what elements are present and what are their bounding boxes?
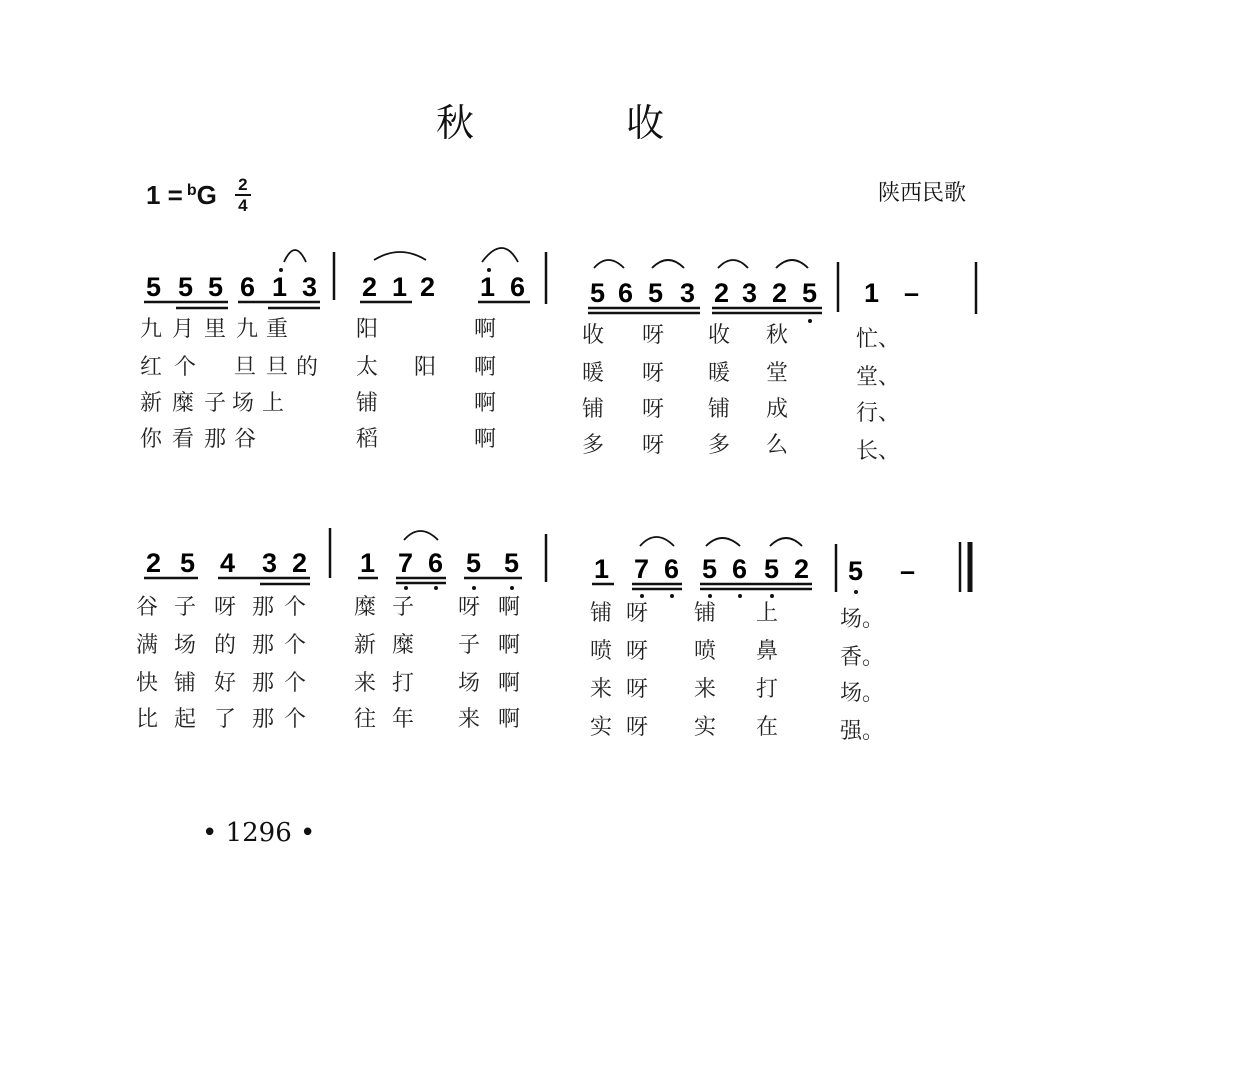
lyric: 呀: [214, 595, 237, 620]
note: 2: [420, 272, 436, 302]
lyric: 铺: [708, 397, 731, 422]
lyric: 个: [284, 671, 307, 696]
lyric: 啊: [498, 633, 521, 658]
note: 2: [794, 554, 810, 584]
key-note: G: [196, 179, 217, 210]
song-origin: 陕西民歌: [878, 181, 967, 206]
line2-lyrics: [136, 595, 884, 744]
lyric: 香。: [840, 645, 885, 670]
note: 5: [466, 548, 482, 578]
lyric: 个: [284, 707, 307, 732]
lyric: 啊: [498, 707, 521, 732]
lyric: 那: [204, 427, 227, 452]
lyric: 喷: [590, 639, 613, 664]
note: 5: [178, 272, 194, 302]
lyric: 长、: [856, 439, 901, 464]
lyric: 场: [174, 633, 197, 658]
note: 5: [802, 278, 818, 308]
lyric: 喷: [694, 639, 717, 664]
lyric: 啊: [498, 595, 521, 620]
lyric: 铺: [694, 601, 717, 626]
lyric: 个: [284, 633, 307, 658]
note: 2: [772, 278, 788, 308]
meter-top: 2: [238, 175, 248, 194]
lyric: 呀: [642, 323, 665, 348]
lyric: 啊: [474, 391, 497, 416]
lyric: 来: [694, 677, 717, 702]
song-title: 秋 收: [435, 101, 735, 145]
note: 6: [618, 278, 634, 308]
lyric: 实: [590, 715, 613, 740]
lyric: 谷: [234, 427, 257, 452]
lyric: 啊: [474, 427, 497, 452]
lyric: 呀: [642, 433, 665, 458]
lyric: 红: [140, 355, 163, 380]
lyric: 那: [252, 671, 275, 696]
lyric: 新: [354, 633, 377, 658]
lyric: 场。: [840, 681, 885, 706]
lyric: 那: [252, 595, 275, 620]
lyric: 那: [252, 633, 275, 658]
lyric: 秋: [766, 323, 789, 348]
lyric: 个: [284, 595, 307, 620]
note: 1: [392, 272, 408, 302]
meter-bottom: 4: [238, 196, 248, 215]
key-prefix: 1 =: [146, 179, 183, 210]
lyric: 子: [204, 391, 227, 416]
lyric: 子: [174, 595, 197, 620]
note: 2: [362, 272, 378, 302]
lyric: 铺: [356, 391, 379, 416]
note: 1: [272, 272, 288, 302]
note: 5: [180, 548, 196, 578]
lyric: 来: [590, 677, 613, 702]
lyric: 多: [708, 433, 731, 458]
lyric: 旦: [266, 355, 289, 380]
lyric: 来: [458, 707, 481, 732]
note: 2: [292, 548, 308, 578]
lyric: 强。: [840, 719, 885, 744]
lyric: 好: [214, 671, 237, 696]
lyric: 呀: [626, 715, 649, 740]
lyric: 啊: [474, 317, 497, 342]
note: 3: [742, 278, 758, 308]
lyric: 收: [582, 323, 605, 348]
note: 6: [510, 272, 526, 302]
lyric: 糜: [354, 595, 377, 620]
note: 5: [504, 548, 520, 578]
lyric: 实: [694, 715, 717, 740]
note: –: [900, 556, 916, 586]
lyric: 场: [458, 671, 481, 696]
lyric: 看: [172, 427, 195, 452]
lyric: 场: [232, 391, 255, 416]
lyric: 的: [214, 633, 237, 658]
note: 5: [848, 556, 864, 586]
lyric: 在: [756, 715, 779, 740]
note: 2: [146, 548, 162, 578]
note: 1: [594, 554, 610, 584]
lyric: 呀: [626, 601, 649, 626]
lyric: 了: [214, 707, 237, 732]
lyric: 啊: [498, 671, 521, 696]
lyric: 呀: [458, 595, 481, 620]
page-number: • 1296 •: [202, 818, 316, 848]
line1-lyrics: [140, 317, 900, 464]
note: 5: [146, 272, 162, 302]
note: 4: [220, 548, 236, 578]
note: 1: [480, 272, 496, 302]
lyric: 么: [766, 433, 789, 458]
lyric: 呀: [626, 677, 649, 702]
lyric: 呀: [626, 639, 649, 664]
lyric: 呀: [642, 361, 665, 386]
slurs-line2: [404, 531, 802, 546]
note: 3: [680, 278, 696, 308]
lyric: 多: [582, 433, 605, 458]
lyric: 堂、: [856, 365, 901, 390]
lyric: 上: [756, 601, 779, 626]
lyric: 忙、: [856, 327, 901, 352]
note: 2: [714, 278, 730, 308]
note: 6: [428, 548, 444, 578]
note: 6: [664, 554, 680, 584]
note: 3: [262, 548, 278, 578]
lyric: 行、: [856, 401, 901, 426]
lyric: 鼻: [756, 639, 779, 664]
lyric: 呀: [642, 397, 665, 422]
lyric: 往: [354, 707, 377, 732]
note: 6: [240, 272, 256, 302]
lyric: 月: [172, 317, 195, 342]
note: 5: [764, 554, 780, 584]
note: 5: [208, 272, 224, 302]
lyric: 里: [204, 317, 227, 342]
note: 7: [398, 548, 414, 578]
lyric: 场。: [840, 607, 885, 632]
lyric: 上: [262, 391, 285, 416]
lyric: 啊: [474, 355, 497, 380]
lyric: 来: [354, 671, 377, 696]
lyric: 糜: [392, 633, 415, 658]
flat-sign: b: [186, 182, 197, 199]
lyric: 阳: [356, 317, 379, 342]
lyric: 太: [356, 355, 379, 380]
lyric: 满: [136, 633, 159, 658]
lyric: 比: [136, 707, 159, 732]
lyric: 堂: [766, 361, 789, 386]
lyric: 暖: [582, 361, 605, 386]
lyric: 铺: [174, 671, 197, 696]
lyric: 糜: [172, 391, 195, 416]
lyric: 九: [236, 317, 259, 342]
note: 5: [648, 278, 664, 308]
lyric: 收: [708, 323, 731, 348]
lyric: 快: [136, 671, 159, 696]
lyric: 个: [174, 355, 197, 380]
line2-notes: [146, 548, 915, 586]
lyric: 的: [296, 355, 319, 380]
lyric: 子: [458, 633, 481, 658]
lyric: 谷: [136, 595, 159, 620]
note: 6: [732, 554, 748, 584]
note: 5: [590, 278, 606, 308]
lyric: 铺: [582, 397, 605, 422]
note: 1: [864, 278, 880, 308]
lyric: 铺: [590, 601, 613, 626]
note: 5: [702, 554, 718, 584]
note: 1: [360, 548, 376, 578]
lyric: 旦: [234, 355, 257, 380]
lyric: 新: [140, 391, 163, 416]
note: 3: [302, 272, 318, 302]
lyric: 起: [174, 707, 197, 732]
lyric: 阳: [414, 355, 437, 380]
note: 7: [634, 554, 650, 584]
lyric: 子: [392, 595, 415, 620]
lyric: 你: [140, 427, 163, 452]
note: –: [904, 278, 920, 308]
lyric: 打: [756, 677, 779, 702]
lyric: 打: [392, 671, 415, 696]
lyric: 那: [252, 707, 275, 732]
lyric: 九: [140, 317, 163, 342]
lyric: 重: [266, 317, 289, 342]
lyric: 暖: [708, 361, 731, 386]
lyric: 稻: [356, 427, 379, 452]
lyric: 年: [392, 707, 415, 732]
lyric: 成: [766, 397, 789, 422]
